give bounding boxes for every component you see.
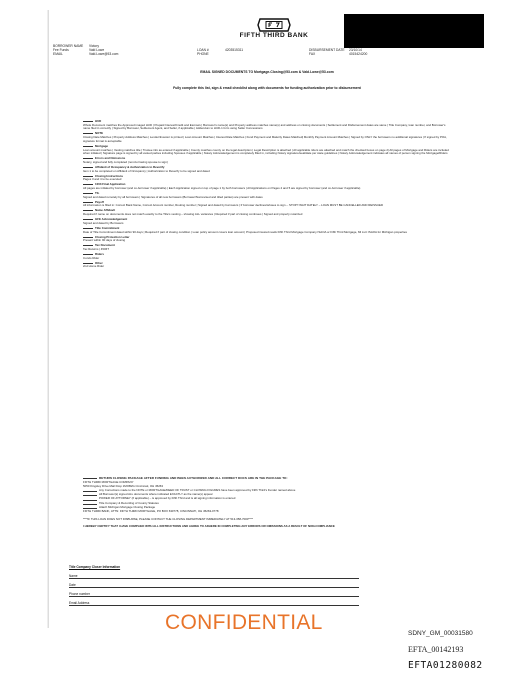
closer-email-field[interactable]: Email Address [69, 597, 359, 606]
checklist-item: Tax Document Tax Returns | 4506T [83, 243, 115, 251]
bates-efta: EFTA_00142193 [408, 645, 464, 654]
phone-label: PHONE [197, 52, 209, 57]
loan-number-label: LOAN # [197, 48, 209, 52]
header-mid-values [225, 48, 243, 52]
checklist-item: HUD Whole Document matches the Approved imaged HUD | Prepaid Interest/Credit and Escrows | Borrower's name(s) and Property address matches name(s) and address on closing documents | Settlement and Disbursement dates are same | Title Company, loan number, and Borrower's name filed in correctly | Signed by Borrower, Settlement Agent, and Seller, if applicable | Addendum to HUD-1 form using Seller Concessions [83, 119, 446, 131]
fifth-third-logo-icon [257, 18, 291, 32]
return-item: Attach Michigan Mortgage Closing Package [83, 505, 453, 509]
checklist-item: TIL Signed and dated remotely by all borrowers | Signatures of all new borrowers (Borrower/Nonrevised and titled parties) are present with dates [83, 191, 263, 199]
loan-number-value: 4203515311 [225, 48, 244, 52]
checklist-item: GFE Acknowledgement Signed and dated by Borrowers [83, 217, 128, 225]
return-item: Any Corrections made to the NOTE or MORTGAGE/DEED OF TRUST or CLOSING FIGURES have been approved by Fifth Third's Funder named above [83, 488, 453, 492]
disbursement-date-value: 23/10/14 [349, 48, 362, 52]
return-item: FIFTH THIRD BANK, ATTN: FIFTH THIRD MORTGAGE, PO BOX 630778, CINCINNATI, OH 45263-0778 [83, 508, 219, 513]
return-package-block [83, 476, 453, 528]
borrower-name-value: Victory [89, 44, 100, 48]
checklist-item: 1003 Final Application All pages are initialed by borrower (and co-borrower if applicable) | Each Application signed on top of page 1 by both borrowers | All Applications on Pages 4 and 5 are signed by borrower (and co-borrower if applicable) [83, 182, 361, 191]
return-item: All Borrower(s) signed ALL documents where indicated EXACTLY as the name(s) appear [83, 492, 453, 496]
agreement-line: I HEREBY CERTIFY THAT I HAVE COMPLIED WITH ALL INSTRUCTIONS AND AGREE TO ADHERE IN COMPLETING ANY ERRORS OR OMISSIONS AS A RESULT OF NON-COMPLIANCE [83, 523, 335, 528]
checklist-item: Riders Condo Rider [83, 251, 104, 260]
checklist [83, 120, 453, 270]
checklist-item: NOTE Closing Date Matches | Property Address Matches | Lender/Investor is printed | Loan Amount Matches | Interest Rate Matches | Fund Payment and Maturity Dates Matched| Monthly Payment Amount Matches | Signed by ONLY the borrowers no additional signatures | If signed by POA, signature format is acceptable [83, 131, 447, 143]
header-right-labels [309, 48, 345, 56]
bank-name: FIFTH THIRD BANK [239, 32, 309, 39]
fax-value: 4015424200 [349, 52, 368, 57]
bank-logo [219, 18, 329, 39]
closer-phone-field[interactable]: Phone number [69, 588, 359, 597]
return-address-line: 5050 Kingsley Drive Mail Drop 1MOB2G Cincinnati, OH 45263 [83, 484, 164, 489]
checklist-item: Title Commitment Date of Title Commitment dated within 90 days | Required if part of closing condition | Loan policy amount covers loan amount | Proposed insured reads Fifth Third Mortgage Company ISAOA or Fifth Third Mortgage, MI LLC ISAOA for Michigan properties [83, 225, 407, 234]
closer-date-field[interactable]: Date [69, 579, 359, 588]
fee-funds-value: Vald Lowe [89, 48, 105, 53]
return-item: Title Company & Recording of County Statutes [83, 501, 453, 505]
header-left-values [89, 44, 118, 57]
notice-line: ****IF THIS LOAN DOES NOT DISBURSE, PLEASE CONTACT THE CLOSING DEPARTMENT IMMEDIATELY AT 513-358-7000**** [83, 516, 253, 521]
confidential-stamp: CONFIDENTIAL [165, 611, 323, 634]
checklist-item: Affidavit of Occupancy & Authorization to Reverify Item 1 to be completed on Affidavit of Occupancy | Authorization to Reverify to be signed and dated [83, 164, 210, 173]
checklist-item: Closing Protection Letter Present within 90 days of closing [83, 234, 130, 243]
bates-efta-2: EFTA01280082 [408, 660, 483, 671]
header-mid-labels [197, 48, 209, 56]
checklist-item: Other 2nd Home Rider [83, 260, 105, 269]
bates-sdny: SDNY_GM_00031580 [408, 630, 473, 637]
checklist-item: Closing Instructions Pages 3 and 4 to be executed [83, 173, 123, 182]
checklist-item: Name Affidavit Required if name on documents does not match exactly to the Title's vesting – showing ALL variances | Required if part of closing continues | Signed and properly notarized [83, 208, 303, 217]
borrower-name-label: BORROWER NAME [53, 44, 84, 48]
closer-name-field[interactable]: Name [69, 570, 359, 579]
email-value: Vald.Lowe@53.com [89, 52, 119, 57]
checklist-item: Payoff All information is filled in: Correct Bank Name, Correct Account number, Routing number | Signed and dated by borrowers | If borrower declines/refuses to sign -- STOP!! WAIT DATELY – LOAN MUST BE CANCELLED AND REISSUED [83, 199, 384, 208]
header-right-values [349, 48, 367, 56]
header-left-labels [53, 44, 83, 57]
email-label: EMAIL [53, 52, 63, 57]
title-closer-info [69, 565, 359, 606]
return-address-line: FIFTH THIRD MORTGAGE COMPANY [83, 480, 134, 485]
email-instruction: EMAIL SIGNED DOCUMENTS TO Mortgage-Closing@53.com & Vald.Lowe@53.com [200, 70, 334, 74]
checklist-item: Errors and Omissions Notary, signed and fully completed (non-borrowing spouse to sign) [83, 156, 168, 164]
document-page [48, 10, 485, 628]
fee-funds-label: Fee Funds [53, 48, 69, 53]
return-heading: RETURN CLOSING PACKAGE AFTER FUNDING AND BEEN AUTHORIZED AND ALL CORRECT DOCS ARE IN THE PACKAGE TO: [83, 476, 453, 480]
title-closer-heading: Title Company Closer Information [69, 565, 121, 569]
disbursement-date-label: DISBURSEMENT DATE [309, 48, 345, 52]
checklist-item: Mortgage Loan amount matches | Vesting matches title | Trustee info as entered if applicable | County matches county on the legal description | Legal Description is attached | All applicable riders are attached and match the checked boxes on page 2| All pages of Mortgage and Riders are included when initialed | Signature page is signed by all vested parties including Spouses if applicable | Notary Acknowledgement is completely filled in, including Notary signature/seal/date per state guidelines | Notary Acknowledgement indicates all names of person signing the Mortgage/Riders [83, 143, 449, 156]
instructions: Fully complete this list, sign & email checklist along with documents for funding authorization prior to disbursement [173, 86, 361, 90]
redaction-block [344, 14, 484, 48]
return-item: POWER OF ATTORNEY (if applicable) – is approved by Fifth Third and is all signing information is entered [83, 496, 453, 500]
fax-label: FAX [309, 52, 316, 57]
